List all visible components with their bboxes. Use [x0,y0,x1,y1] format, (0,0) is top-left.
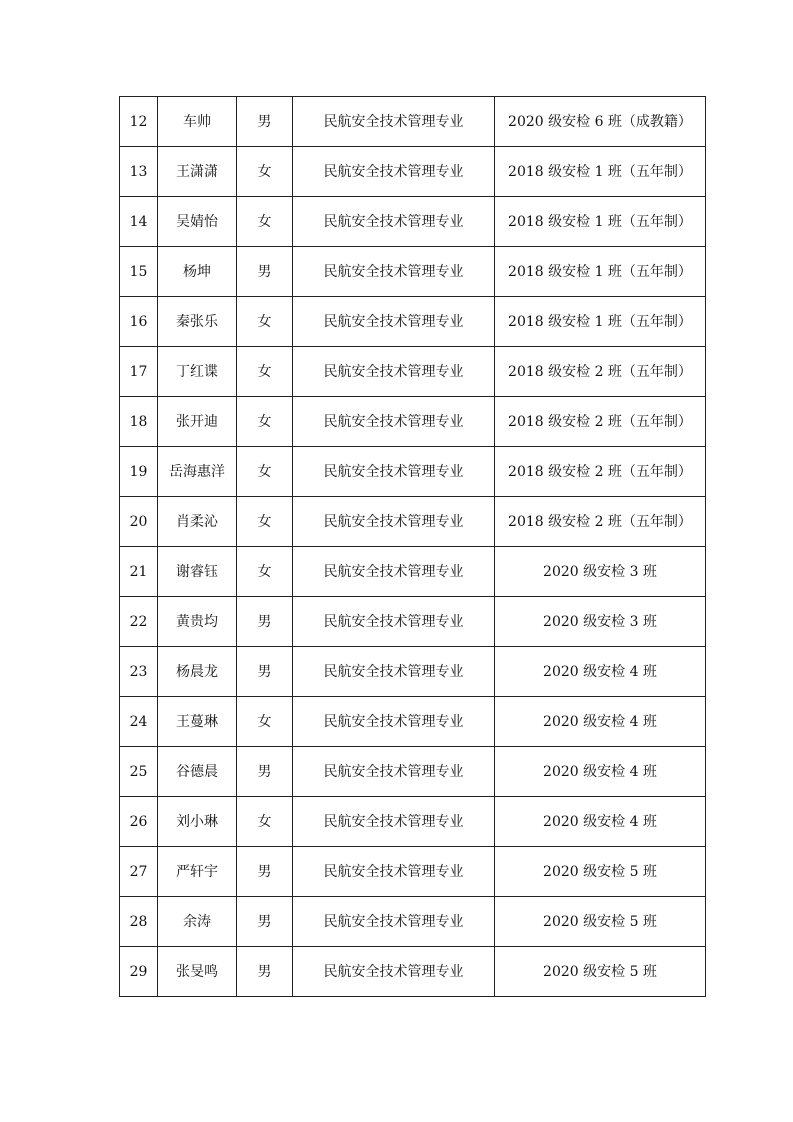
student-roster-table [119,96,706,997]
table-row [120,747,706,797]
row-number: 15 [120,247,158,297]
student-class: 2020 级安检 6 班（成教籍） [495,97,706,147]
row-number: 23 [120,647,158,697]
student-class: 2018 级安检 2 班（五年制） [495,347,706,397]
table-row [120,447,706,497]
student-major: 民航安全技术管理专业 [293,397,495,447]
student-class: 2018 级安检 2 班（五年制） [495,447,706,497]
roster-body [120,97,706,997]
table-row [120,497,706,547]
student-class: 2018 级安检 2 班（五年制） [495,397,706,447]
student-major: 民航安全技术管理专业 [293,697,495,747]
table-row [120,147,706,197]
student-name: 张旻鸣 [158,947,237,997]
student-class: 2018 级安检 1 班（五年制） [495,197,706,247]
student-name: 秦张乐 [158,297,237,347]
student-major: 民航安全技术管理专业 [293,247,495,297]
student-sex: 女 [237,497,293,547]
student-major: 民航安全技术管理专业 [293,447,495,497]
table-row [120,197,706,247]
student-sex: 女 [237,547,293,597]
student-class: 2018 级安检 2 班（五年制） [495,497,706,547]
table-row [120,247,706,297]
student-major: 民航安全技术管理专业 [293,497,495,547]
table-row [120,597,706,647]
table-row [120,297,706,347]
table-row [120,797,706,847]
student-sex: 女 [237,297,293,347]
student-sex: 男 [237,647,293,697]
student-class: 2020 级安检 4 班 [495,647,706,697]
row-number: 20 [120,497,158,547]
row-number: 18 [120,397,158,447]
student-class: 2018 级安检 1 班（五年制） [495,247,706,297]
table-row [120,947,706,997]
row-number: 13 [120,147,158,197]
student-name: 黄贵均 [158,597,237,647]
row-number: 29 [120,947,158,997]
table-row [120,547,706,597]
student-class: 2020 级安检 3 班 [495,547,706,597]
student-sex: 女 [237,397,293,447]
student-class: 2020 级安检 4 班 [495,697,706,747]
student-sex: 男 [237,947,293,997]
student-sex: 女 [237,347,293,397]
student-class: 2018 级安检 1 班（五年制） [495,147,706,197]
student-name: 王潇潇 [158,147,237,197]
row-number: 24 [120,697,158,747]
student-name: 杨晨龙 [158,647,237,697]
table-row [120,697,706,747]
row-number: 16 [120,297,158,347]
student-name: 刘小琳 [158,797,237,847]
student-sex: 男 [237,847,293,897]
student-sex: 女 [237,447,293,497]
row-number: 19 [120,447,158,497]
student-class: 2020 级安检 5 班 [495,847,706,897]
table-row [120,97,706,147]
student-major: 民航安全技术管理专业 [293,847,495,897]
student-major: 民航安全技术管理专业 [293,147,495,197]
student-sex: 女 [237,197,293,247]
student-name: 张开迪 [158,397,237,447]
table-row [120,847,706,897]
student-sex: 女 [237,147,293,197]
student-name: 余涛 [158,897,237,947]
student-name: 车帅 [158,97,237,147]
student-major: 民航安全技术管理专业 [293,797,495,847]
student-major: 民航安全技术管理专业 [293,597,495,647]
student-name: 杨坤 [158,247,237,297]
student-class: 2020 级安检 3 班 [495,597,706,647]
table-row [120,397,706,447]
student-class: 2020 级安检 4 班 [495,747,706,797]
student-name: 严轩宇 [158,847,237,897]
student-sex: 女 [237,797,293,847]
student-major: 民航安全技术管理专业 [293,347,495,397]
student-name: 王蔓琳 [158,697,237,747]
table-row [120,897,706,947]
student-class: 2020 级安检 5 班 [495,947,706,997]
student-name: 岳海惠洋 [158,447,237,497]
student-major: 民航安全技术管理专业 [293,897,495,947]
student-major: 民航安全技术管理专业 [293,197,495,247]
row-number: 25 [120,747,158,797]
row-number: 22 [120,597,158,647]
row-number: 26 [120,797,158,847]
row-number: 27 [120,847,158,897]
row-number: 12 [120,97,158,147]
student-sex: 女 [237,697,293,747]
row-number: 21 [120,547,158,597]
student-sex: 男 [237,747,293,797]
student-sex: 男 [237,597,293,647]
student-sex: 男 [237,247,293,297]
student-major: 民航安全技术管理专业 [293,297,495,347]
row-number: 28 [120,897,158,947]
student-major: 民航安全技术管理专业 [293,947,495,997]
table-row [120,647,706,697]
student-major: 民航安全技术管理专业 [293,97,495,147]
student-sex: 男 [237,897,293,947]
student-name: 肖柔沁 [158,497,237,547]
student-major: 民航安全技术管理专业 [293,747,495,797]
student-name: 谢睿钰 [158,547,237,597]
student-sex: 男 [237,97,293,147]
student-name: 吴婧怡 [158,197,237,247]
student-name: 谷德晨 [158,747,237,797]
student-class: 2020 级安检 4 班 [495,797,706,847]
student-class: 2018 级安检 1 班（五年制） [495,297,706,347]
student-name: 丁红谍 [158,347,237,397]
table-row [120,347,706,397]
student-major: 民航安全技术管理专业 [293,647,495,697]
row-number: 14 [120,197,158,247]
student-major: 民航安全技术管理专业 [293,547,495,597]
row-number: 17 [120,347,158,397]
student-class: 2020 级安检 5 班 [495,897,706,947]
